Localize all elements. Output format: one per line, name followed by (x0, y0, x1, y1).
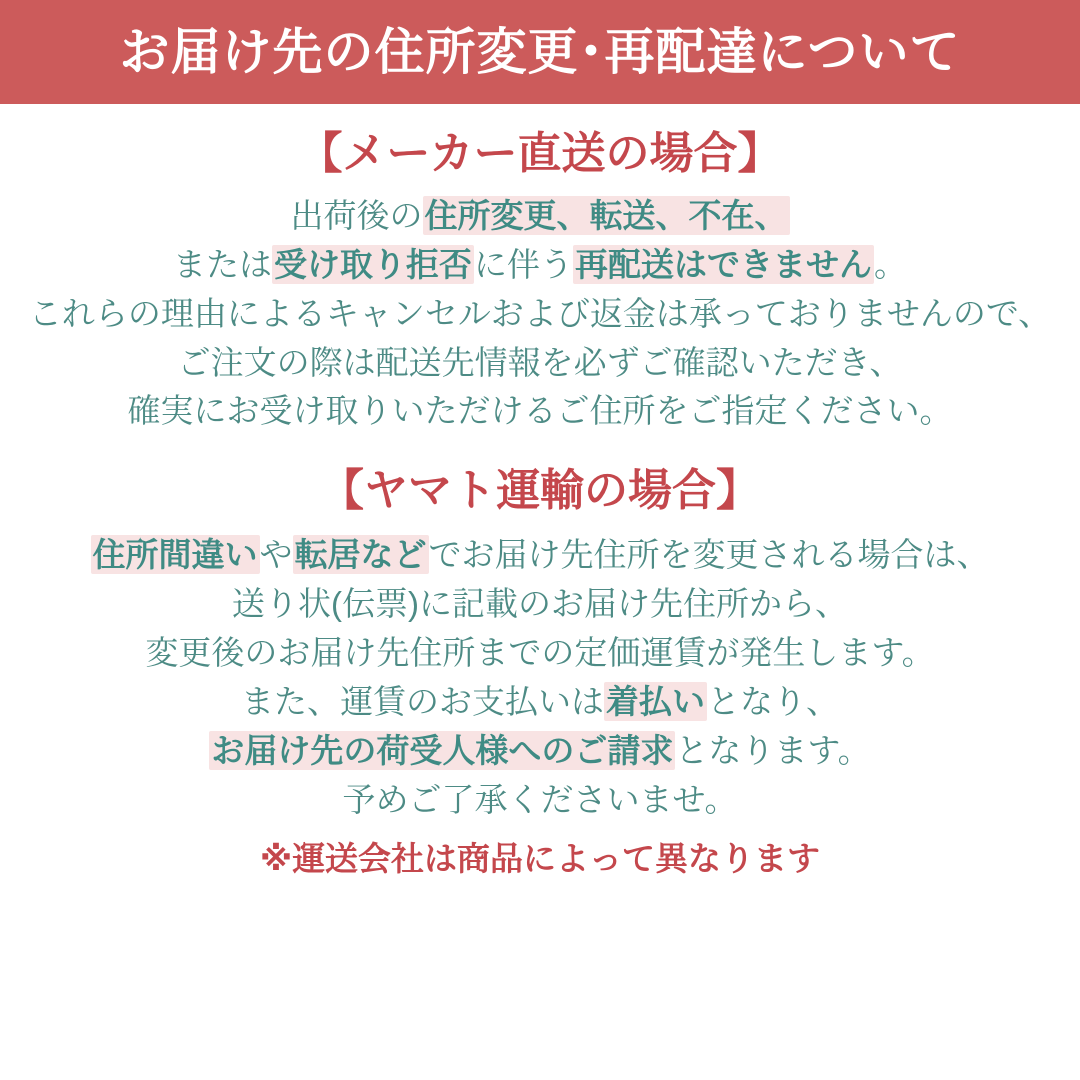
text-line (91, 777, 990, 824)
text-line (29, 388, 1051, 435)
page-title: お届け先の住所変更･再配達について (119, 24, 961, 80)
text-line (29, 242, 1051, 289)
text-line (91, 630, 990, 677)
text-line (91, 581, 990, 628)
plain-text: 送り状(伝票)に記載のお届け先住所から、 (232, 585, 848, 623)
plain-text: 変更後のお届け先住所までの定価運賃が発生します。 (145, 634, 935, 672)
section-heading-yamato: 【ヤマト運輸の場合】 (320, 466, 760, 516)
highlighted-text: 転居など (294, 536, 427, 574)
plain-text: また、運賃のお支払いは (241, 682, 604, 720)
text-line (29, 291, 1051, 338)
plain-text: これらの理由によるキャンセルおよび返金は承っておりませんので、 (28, 294, 1052, 332)
plain-text: 。 (874, 245, 907, 283)
text-line (91, 532, 990, 579)
text-line (29, 340, 1051, 387)
plain-text: 出荷後の (290, 197, 423, 234)
plain-text: や (259, 536, 293, 574)
section-body-yamato (91, 530, 990, 825)
text-line (29, 193, 1051, 240)
plain-text: となります。 (675, 731, 871, 769)
header-banner (0, 0, 1080, 104)
highlighted-text: 住所変更、転送、不在、 (424, 197, 788, 234)
plain-text: となり、 (707, 682, 839, 720)
highlighted-text: 着払い (606, 682, 705, 720)
highlighted-text: 再配送はできません (575, 245, 872, 283)
plain-text: に伴う (474, 245, 573, 283)
plain-text: 予めご了承くださいませ。 (342, 780, 738, 818)
plain-text: でお届け先住所を変更される場合は、 (428, 536, 990, 574)
section-heading-maker-direct: 【メーカー直送の場合】 (298, 129, 782, 178)
highlighted-text: 受け取り拒否 (274, 245, 472, 283)
plain-text: または (173, 245, 272, 283)
content-body (0, 104, 1080, 1080)
highlighted-text: 住所間違い (92, 536, 258, 574)
highlighted-text: お届け先の荷受人様へのご請求 (211, 731, 674, 769)
section-body-maker-direct (29, 191, 1051, 437)
text-line (91, 679, 990, 726)
text-line (91, 728, 990, 775)
footer-note: ※運送会社は商品によって異なります (259, 840, 821, 878)
plain-text: ご注文の際は配送先情報を必ずご確認いただき、 (177, 343, 903, 381)
plain-text: 確実にお受け取りいただけるご住所をご指定ください。 (127, 392, 953, 430)
